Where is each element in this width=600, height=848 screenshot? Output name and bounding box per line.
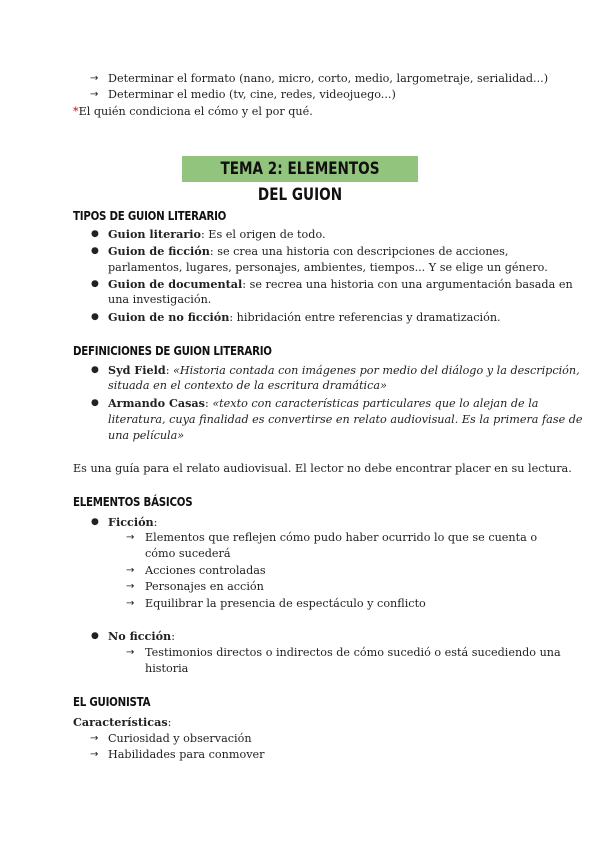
bullet-icon: ●: [91, 517, 99, 527]
separator: :: [204, 397, 213, 410]
definiciones-heading: DEFINICIONES DE GUION LITERARIO: [73, 343, 272, 358]
colon: :: [171, 630, 175, 643]
separator: :: [165, 364, 174, 377]
definicion-syd-field: [108, 362, 580, 379]
caracteristicas-label: [73, 714, 171, 731]
intro-item-medio: Determinar el medio (tv, cine, redes, videojuego...): [108, 88, 396, 101]
bullet-icon: ●: [91, 279, 99, 289]
definicion-syd-field-cont: [108, 378, 387, 394]
bullet-icon: ●: [91, 365, 99, 375]
arrow-icon: →: [90, 73, 99, 84]
bullet-icon: ●: [91, 398, 99, 408]
ficcion-item: Personajes en acción: [145, 580, 264, 593]
arrow-icon: →: [126, 532, 135, 543]
definiciones-paragraph: Es una guía para el relato audiovisual. El lector no debe encontrar placer en su lectura.: [73, 462, 572, 475]
tipos-heading: TIPOS DE GUION LITERARIO: [73, 208, 227, 223]
quote: «Historia contada con imágenes por medio del diálogo y la descripción,: [173, 364, 580, 377]
note-asterisk: *: [73, 105, 79, 118]
label: No ficción: [108, 629, 172, 643]
quote: literatura, cuya finalidad es convertirse en relato audiovisual. Es la primera fase de: [108, 413, 583, 426]
term: Guion de ficción: [108, 244, 210, 258]
bullet-icon: ●: [91, 229, 99, 239]
term: Guion de documental: [108, 277, 243, 291]
author: Syd Field: [108, 363, 166, 377]
definicion-armando-casas: [108, 395, 538, 412]
tema-title-highlight: [182, 156, 418, 205]
note-text: El quién condiciona el cómo y el por qué.: [78, 105, 313, 118]
noficcion-label: [108, 628, 175, 645]
ficcion-label: [108, 514, 157, 531]
arrow-icon: →: [126, 565, 135, 576]
quote: «texto con características particulares que lo alejan de la: [212, 397, 539, 410]
tipos-item-documental: [108, 276, 573, 293]
author: Armando Casas: [108, 396, 205, 410]
tipos-item-ficcion: [108, 243, 508, 260]
bullet-icon: ●: [91, 246, 99, 256]
quote: una película»: [108, 429, 185, 442]
definition: : se recrea una historia con una argumentación basada en: [242, 278, 573, 291]
colon: :: [167, 716, 172, 729]
arrow-icon: →: [90, 733, 99, 744]
term: Guion literario: [108, 227, 201, 241]
definicion-armando-casas-cont: [108, 412, 583, 428]
label: Características: [73, 715, 168, 729]
arrow-icon: →: [126, 598, 135, 609]
ficcion-item: Equilibrar la presencia de espectáculo y conflicto: [145, 597, 426, 610]
tema-title: TEMA 2: ELEMENTOS DEL GUION: [220, 159, 380, 205]
term: Guion de no ficción: [108, 310, 230, 324]
guionista-item: Habilidades para conmover: [108, 748, 265, 761]
definition: : se crea una historia con descripciones de acciones,: [209, 245, 509, 258]
arrow-icon: →: [126, 647, 135, 658]
bullet-icon: ●: [91, 631, 99, 641]
intro-note: [73, 104, 313, 120]
ficcion-item-cont: cómo sucederá: [145, 547, 231, 560]
tipos-item-documental-cont: una investigación.: [108, 293, 212, 306]
definition: : hibridación entre referencias y dramatización.: [229, 311, 501, 324]
arrow-icon: →: [126, 581, 135, 592]
colon: :: [153, 516, 158, 529]
ficcion-item: Acciones controladas: [145, 564, 266, 577]
noficcion-item-cont: historia: [145, 662, 189, 675]
intro-item-format: Determinar el formato (nano, micro, corto, medio, largometraje, serialidad...): [108, 72, 549, 85]
tipos-item-ficcion-cont: parlamentos, lugares, personajes, ambientes, tiempos... Y se elige un género.: [108, 261, 548, 274]
ficcion-item: Elementos que reflejen cómo pudo haber ocurrido lo que se cuenta o: [145, 531, 538, 544]
label: Ficción: [108, 515, 154, 529]
definicion-armando-casas-cont2: [108, 428, 184, 444]
tipos-item-noficcion: [108, 309, 501, 326]
arrow-icon: →: [90, 749, 99, 760]
elementos-heading: ELEMENTOS BÁSICOS: [73, 494, 193, 509]
quote: situada en el contexto de la escritura dramática»: [108, 379, 387, 392]
guionista-item: Curiosidad y observación: [108, 732, 252, 745]
noficcion-item: Testimonios directos o indirectos de cómo sucedió o está sucediendo una: [145, 646, 561, 659]
definition: : Es el origen de todo.: [200, 228, 326, 241]
bullet-icon: ●: [91, 312, 99, 322]
tipos-item-literario: [108, 226, 326, 243]
guionista-heading: EL GUIONISTA: [73, 694, 151, 709]
arrow-icon: →: [90, 89, 99, 100]
